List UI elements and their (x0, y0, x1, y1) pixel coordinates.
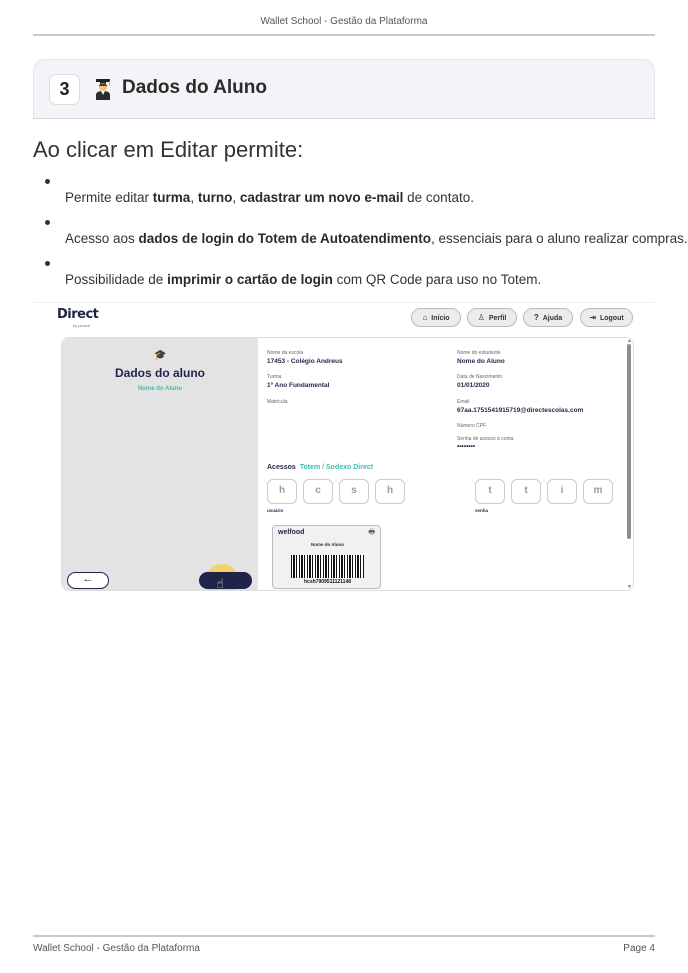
usuario-label: usuário (267, 508, 284, 513)
nav-perfil-button[interactable]: ♙ Perfil (467, 308, 517, 327)
escola-label: Nome da escola (267, 350, 304, 356)
estudante-value: Nome do Aluno (457, 358, 505, 365)
nav-inicio-button[interactable]: ⌂ Início (411, 308, 461, 327)
barcode-image (291, 555, 364, 578)
hand-cursor-icon: ☝ (216, 576, 224, 591)
student-graduate-icon (94, 78, 112, 100)
section-title: Dados do Aluno (122, 77, 267, 98)
bullet-text: Permite editar turma, turno, cadastrar um novo e-mail de contato. (65, 190, 474, 205)
matricula-label: Matrícula (267, 399, 288, 405)
usuario-char-box: h (375, 479, 405, 504)
embedded-screenshot (33, 302, 655, 602)
help-icon: ? (533, 313, 539, 322)
left-pane-title: Dados do aluno (115, 366, 205, 380)
bullet-list (33, 176, 688, 299)
nav-ajuda-button[interactable]: ? Ajuda (523, 308, 573, 327)
senha-char-box: m (583, 479, 613, 504)
login-card (272, 525, 381, 589)
turma-label: Turma (267, 374, 282, 380)
bullet-dot (45, 220, 50, 225)
usuario-char-box: c (303, 479, 333, 504)
main-heading: Ao clicar em Editar permite: (33, 137, 304, 162)
senha-char-box: i (547, 479, 577, 504)
left-pane (62, 338, 258, 591)
scrollbar[interactable] (627, 344, 631, 539)
left-pane-subtitle: Nome do Aluno (137, 386, 183, 392)
senha-label: senha (475, 508, 489, 513)
header-title: Wallet School - Gestão da Plataforma (260, 16, 428, 27)
back-button[interactable]: ← (67, 572, 109, 589)
scroll-up-arrow-icon[interactable]: ▲ (627, 338, 632, 344)
email-label: Email (457, 399, 470, 405)
acessos-title: Acessos Totem / Sodexo Direct (267, 464, 374, 471)
print-button[interactable] (199, 572, 252, 589)
bullet-dot (45, 261, 50, 266)
turma-value[interactable]: 1º Ano Fundamental (267, 382, 330, 389)
welfood-logo: welfood (278, 529, 305, 536)
list-item (33, 217, 688, 258)
senha-char-box: t (475, 479, 505, 504)
logo-subtitle: by pluxee (73, 323, 91, 328)
senha-conta-value: •••••••• (457, 443, 476, 450)
scroll-down-arrow-icon[interactable]: ▼ (627, 584, 632, 590)
bullet-dot (45, 179, 50, 184)
document-footer (33, 935, 655, 957)
card-code: hcsh7909511121148 (304, 579, 351, 585)
bullet-text: Acesso aos dados de login do Totem de Autoatendimento, essenciais para o aluno realizar compras. (65, 231, 688, 246)
document-header (33, 0, 655, 36)
usuario-char-box: h (267, 479, 297, 504)
section-card (33, 59, 655, 119)
senha-char-box: t (511, 479, 541, 504)
printer-icon[interactable]: 🖶 (368, 529, 375, 536)
senha-conta-label: Senha de acesso à conta (457, 436, 514, 442)
section-number: 3 (49, 74, 80, 105)
bullet-text: Possibilidade de imprimir o cartão de login com QR Code para uso no Totem. (65, 272, 542, 287)
page-number: Page 4 (623, 943, 655, 954)
list-item (33, 258, 663, 299)
nascimento-label: Data de Nascimento (457, 374, 503, 380)
escola-value: 17453 - Colégio Andreus (267, 358, 343, 365)
cpf-label: Número CPF (457, 423, 487, 429)
footer-title: Wallet School - Gestão da Plataforma (33, 943, 200, 954)
graduation-cap-icon: 🎓 (154, 350, 167, 361)
direct-logo: Direct (57, 307, 99, 322)
user-icon: ♙ (477, 313, 485, 322)
nascimento-value: 01/01/2020 (457, 382, 490, 389)
list-item (33, 176, 663, 217)
home-icon: ⌂ (422, 313, 428, 322)
student-panel (61, 337, 634, 591)
nav-logout-button[interactable]: ⇥ Logout (580, 308, 633, 327)
card-student-name: Nome do Aluno (310, 542, 345, 547)
estudante-label: Nome do estudante (457, 350, 501, 356)
usuario-char-box: s (339, 479, 369, 504)
logout-icon: ⇥ (589, 313, 596, 322)
email-value[interactable]: 67aa.1751541915719@directescolas.com (457, 407, 584, 414)
